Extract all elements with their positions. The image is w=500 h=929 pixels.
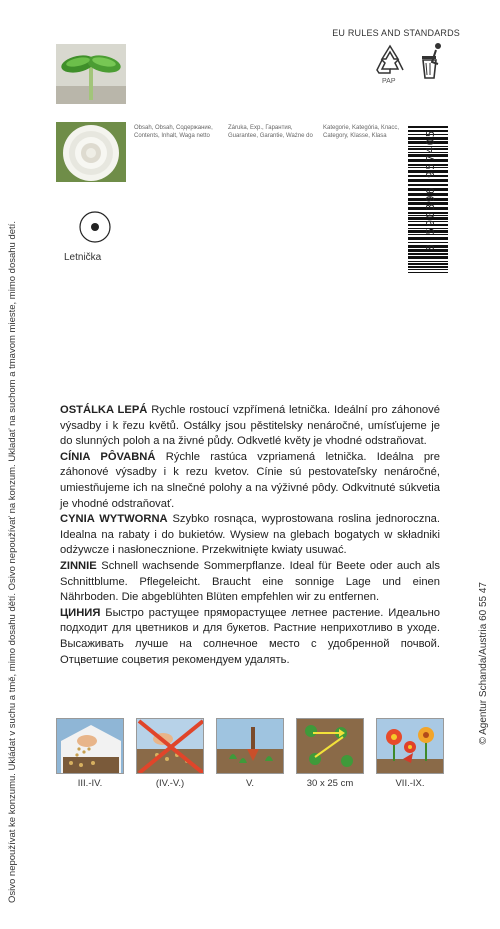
description-block xyxy=(60,403,440,668)
pap-label: PAP xyxy=(382,78,396,85)
barcode-bar xyxy=(408,266,448,268)
side-warning-text xyxy=(6,23,50,903)
description-ru: ЦИНИЯ Быстро растущее пряморастущее летнее растение. Идеально подходит для цветников и для букетов. Растние неприхотливо в уходе. Высаживать лучше на солнечное место с удобренной почвой. Отцветшие соцветия рекомендуем удалять. xyxy=(60,606,440,666)
step-label-direct-sowing: (IV.-V.) xyxy=(155,778,185,789)
barcode-bar xyxy=(408,272,448,273)
expiry-label: Záruka, Exp., Гарантия, Guarantee, Garantie, Ważne do xyxy=(228,125,313,139)
cultivation-steps xyxy=(56,718,446,798)
copyright-text xyxy=(478,582,494,822)
side-warning-line: Osivo nepoužívat ke konzumu. Ukládat v suchu a tmě, mimo dosahu dětí. Osivo nepoužívať na konzum. Ukladať na suchom a tmavom mieste, mimo dosahu detí. xyxy=(7,221,18,903)
sowing-indoors-icon xyxy=(56,718,124,774)
category-label: Kategorie, Kategória, Класс, Category, Klasse, Klasa xyxy=(323,125,400,139)
barcode-bar xyxy=(408,269,448,270)
step-label-spacing: 30 x 25 cm xyxy=(306,778,354,789)
bin-disposal-icon xyxy=(414,40,450,82)
contents-label: Obsah, Obsah, Содержание, Contents, Inhalt, Waga netto xyxy=(134,125,213,139)
full-sun-icon xyxy=(78,210,112,244)
spacing-icon xyxy=(296,718,364,774)
direct-sowing-crossed-icon xyxy=(136,718,204,774)
description-pl: CYNIA WYTWORNA Szybko rosnąca, wyprostowana roslina jednoroczna. Idealna na rabaty i do bukietów. Wysiew na glebach bogatych w składniki odżywcze i nasłonecznione. Przekwitnięte kwiaty usuwać. xyxy=(60,513,440,557)
barcode-number: 8 590396 957405 xyxy=(424,129,437,251)
description-cz: OSTÁLKA LEPÁ Rychle rostoucí vzpřímená letnička. Ideální pro záhonové výsadby i k řezu květů. Ostálky jsou pěstitelsky nenáročné, umísťujeme je do slunných poloh a na živné půdy. Odkvetlé květy je vhodné odstraňovat. xyxy=(60,404,440,448)
flowering-cutting-icon xyxy=(376,718,444,774)
barcode xyxy=(408,124,464,276)
sun-requirement xyxy=(70,210,120,249)
planting-out-icon xyxy=(216,718,284,774)
description-sk: CÍNIA PÔVABNÁ Rýchle rastúca vzpriamená letnička. Ideálna pre záhonové výsadby i k rezu kvetov. Cínie sú pestovateľsky nenáročné, umiestňujeme ich na slnečné polohy a na výživné pôdy. Odkvitnuté súkvetia je vhodné odstraňovať. xyxy=(60,450,440,510)
copyright-line: © Agentur Schanda/Austria 60 55 47 xyxy=(478,582,489,745)
plant-type-label: Letnička xyxy=(64,252,102,263)
eu-rules-title: EU RULES AND STANDARDS xyxy=(332,28,460,38)
step-label-planting-out: V. xyxy=(245,778,255,789)
zinnia-flower-photo xyxy=(56,122,126,182)
step-label-flowering: VII.-IX. xyxy=(395,778,425,789)
recycle-icon xyxy=(372,42,408,76)
step-label-sowing-indoors: III.-IV. xyxy=(77,778,103,789)
description-de: ZINNIE Schnell wachsende Sommerpflanze. Ideal für Beete oder auch als Schnittblume. Pflegeleicht. Braucht eine sonnige Lage und einen Nährboden. Die abgeblühten Blüten empfehlen wir zu entfernen. xyxy=(60,559,440,604)
seedling-photo xyxy=(56,44,126,104)
